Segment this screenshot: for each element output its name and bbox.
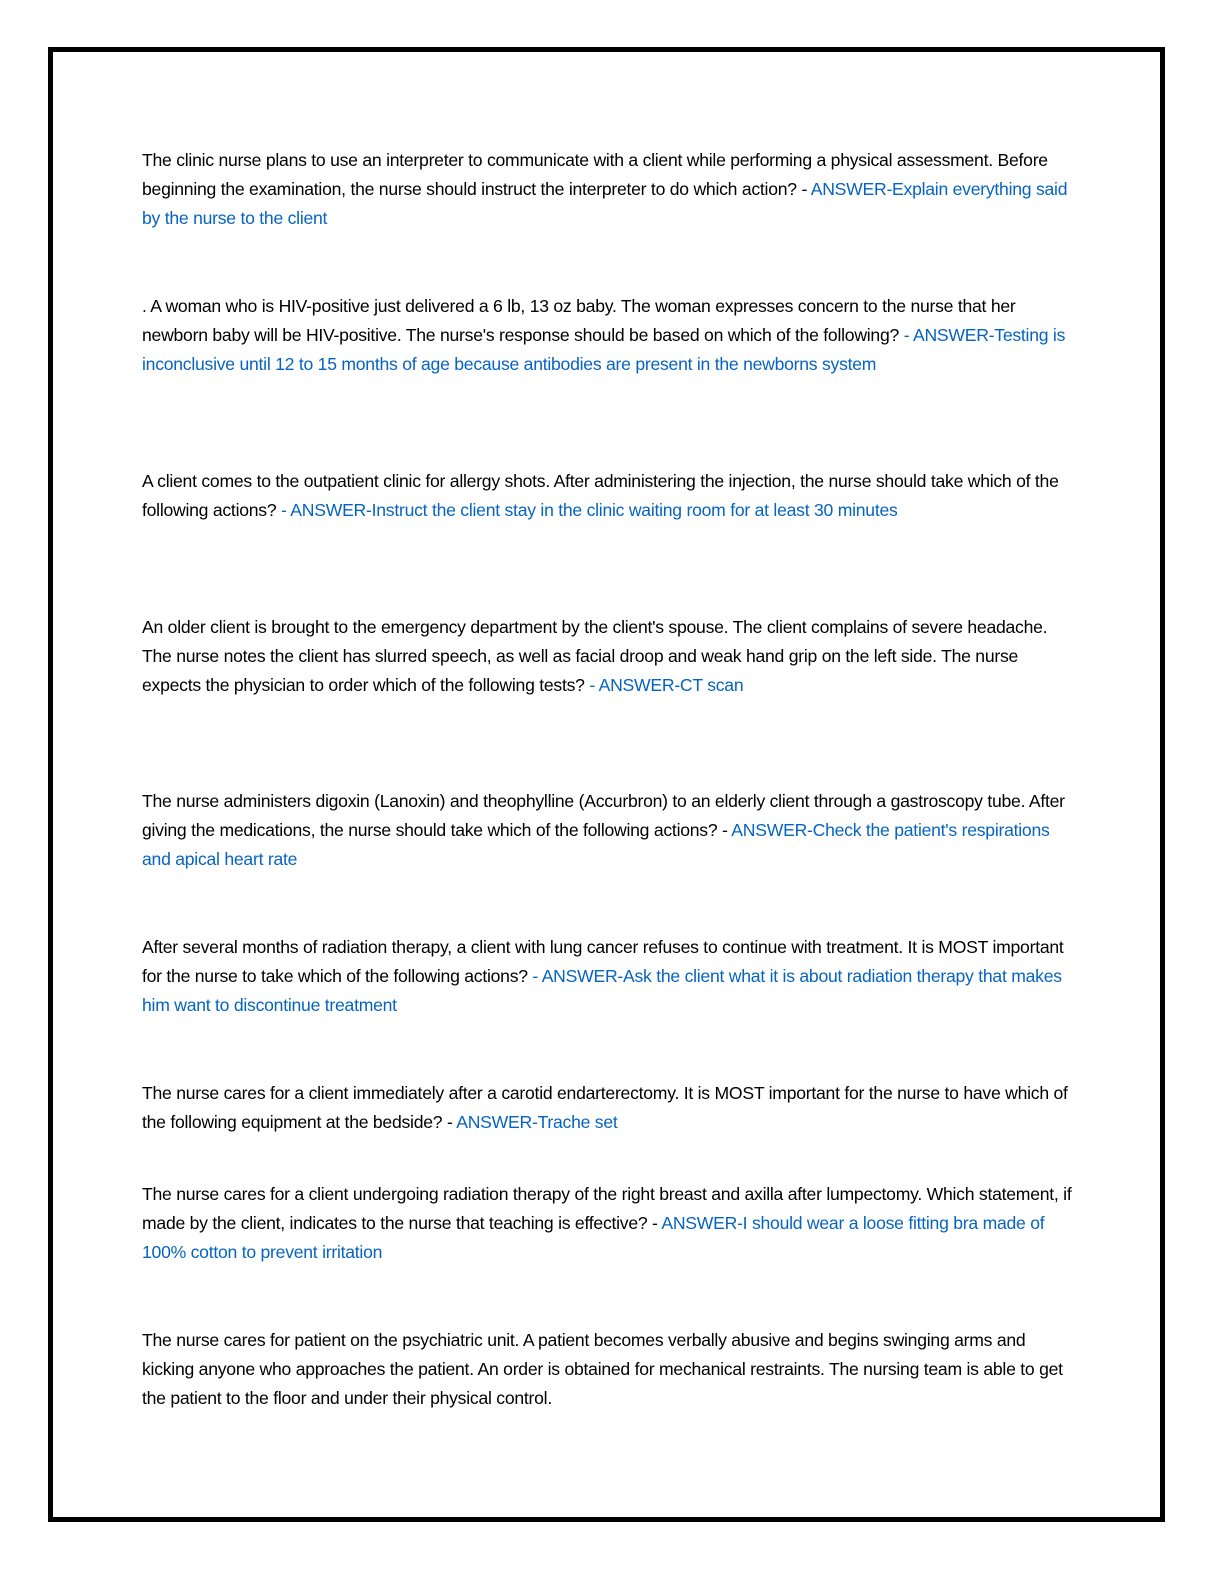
- qa-item: [142, 933, 1077, 1020]
- page-border: [48, 47, 1165, 1522]
- answer-text: ANSWER-Explain everything said by the nurse to the client: [142, 179, 1068, 228]
- question-text: The nurse cares for patient on the psychiatric unit. A patient becomes verbally abusive and begins swinging arms and kicking anyone who approaches the patient. An order is obtained for mechanical restraints. The nursing team is able to get the patient to the floor and under their physical control.: [142, 1330, 1063, 1408]
- question-text: The clinic nurse plans to use an interpreter to communicate with a client while performing a physical assessment. Before beginning the examination, the nurse should instruct the interpreter to do which action? -: [142, 150, 1048, 199]
- qa-item: [142, 467, 1077, 525]
- qa-item: [142, 787, 1077, 874]
- qa-item: [142, 1326, 1077, 1413]
- answer-text: - ANSWER-Ask the client what it is about radiation therapy that makes him want to discontinue treatment: [142, 966, 1062, 1015]
- answer-text: ANSWER-Check the patient's respirations and apical heart rate: [142, 820, 1050, 869]
- answer-text: - ANSWER-Testing is inconclusive until 12 to 15 months of age because antibodies are present in the newborns system: [142, 325, 1066, 374]
- qa-item: [142, 146, 1077, 233]
- question-text: . A woman who is HIV-positive just delivered a 6 lb, 13 oz baby. The woman expresses concern to the nurse that her newborn baby will be HIV-positive. The nurse's response should be based on which of the following?: [142, 296, 1016, 345]
- answer-text: ANSWER-I should wear a loose fitting bra made of 100% cotton to prevent irritation: [142, 1213, 1045, 1262]
- answer-text: - ANSWER-Instruct the client stay in the clinic waiting room for at least 30 minutes: [281, 500, 898, 520]
- answer-text: ANSWER-Trache set: [456, 1112, 618, 1132]
- qa-item: [142, 292, 1077, 379]
- qa-item: [142, 1079, 1077, 1137]
- qa-item: [142, 613, 1077, 700]
- answer-text: - ANSWER-CT scan: [589, 675, 744, 695]
- question-text: The nurse cares for a client undergoing radiation therapy of the right breast and axilla after lumpectomy. Which statement, if made by the client, indicates to the nurse that teaching is effective? -: [142, 1184, 1072, 1233]
- question-text: After several months of radiation therapy, a client with lung cancer refuses to continue with treatment. It is MOST important for the nurse to take which of the following actions?: [142, 937, 1064, 986]
- question-text: An older client is brought to the emergency department by the client's spouse. The client complains of severe headache. The nurse notes the client has slurred speech, as well as facial droop and weak hand grip on the left side. The nurse expects the physician to order which of the following tests?: [142, 617, 1048, 695]
- question-text: The nurse administers digoxin (Lanoxin) and theophylline (Accurbron) to an elderly client through a gastroscopy tube. After giving the medications, the nurse should take which of the following actions? -: [142, 791, 1065, 840]
- qa-item: [142, 1180, 1077, 1267]
- question-text: The nurse cares for a client immediately after a carotid endarterectomy. It is MOST important for the nurse to have which of the following equipment at the bedside? -: [142, 1083, 1068, 1132]
- question-text: A client comes to the outpatient clinic for allergy shots. After administering the injection, the nurse should take which of the following actions?: [142, 471, 1059, 520]
